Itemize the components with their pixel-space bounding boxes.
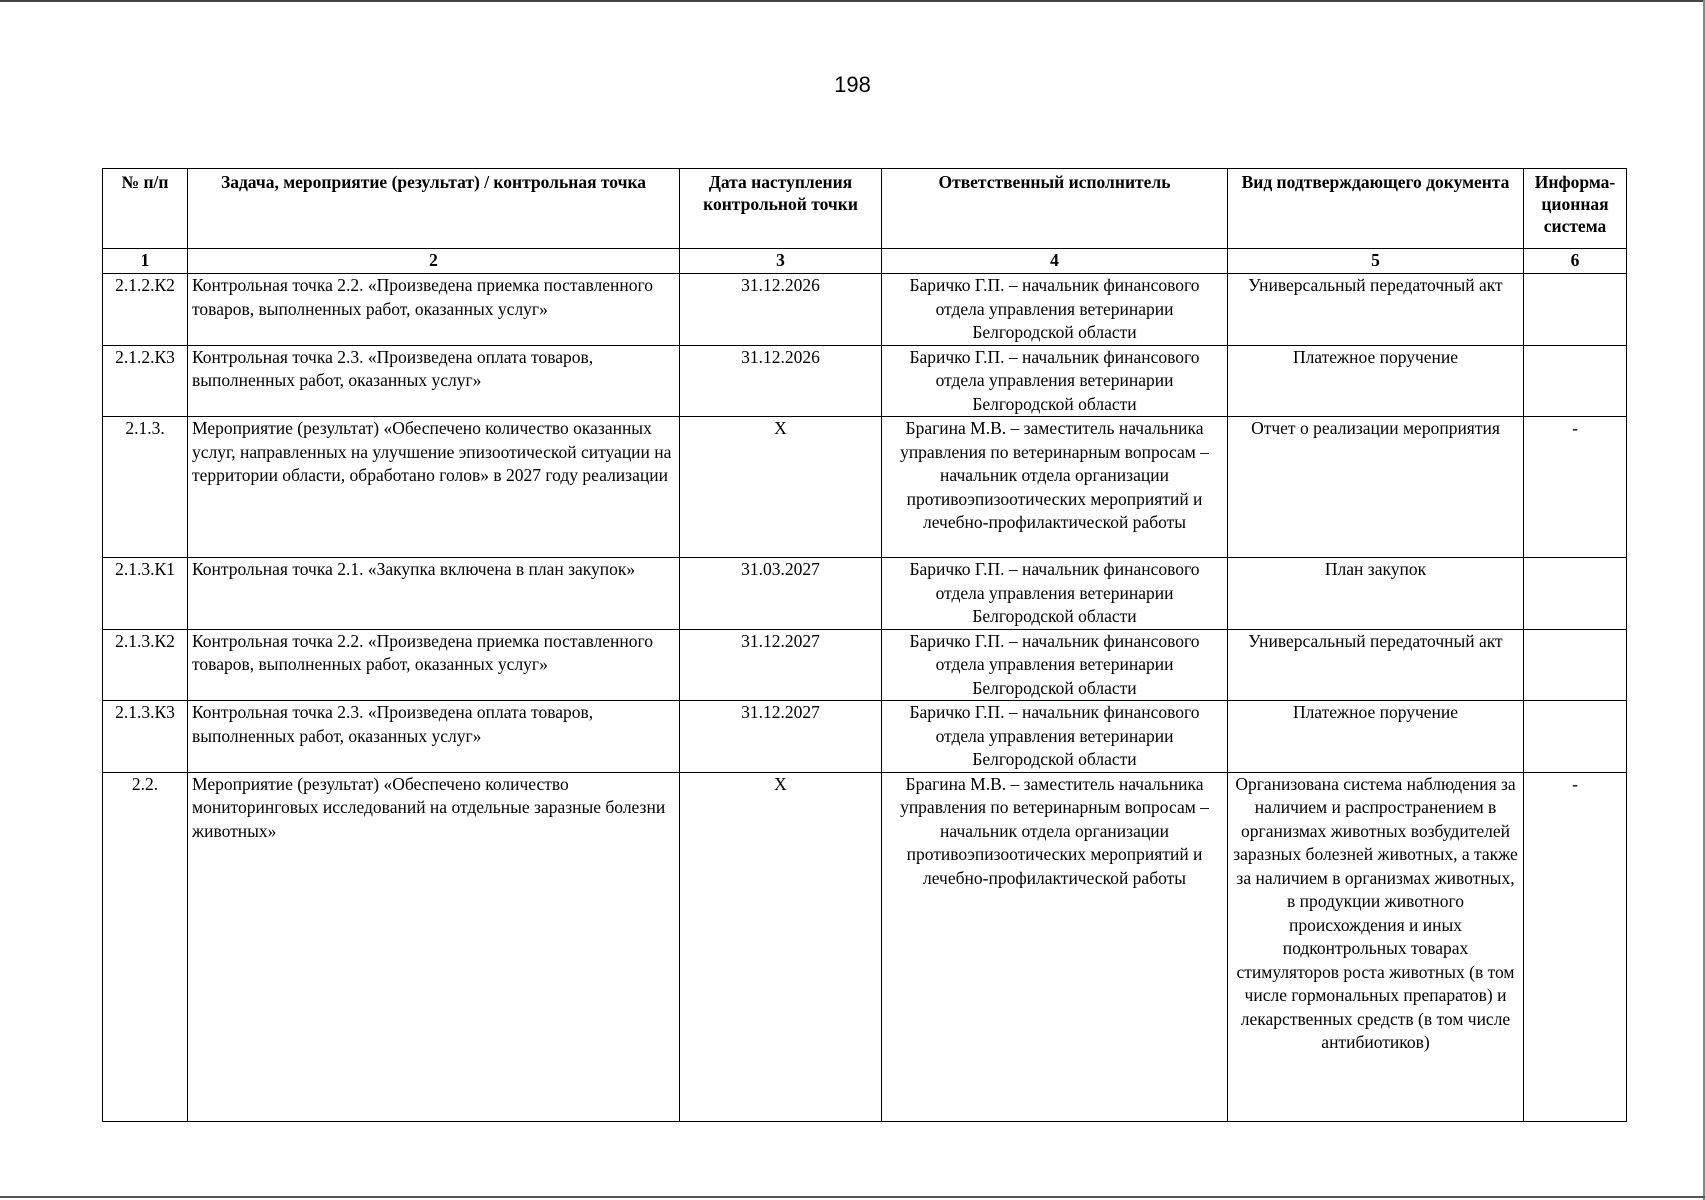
row-number: 2.1.3.К3 <box>103 701 188 773</box>
row-date: 31.12.2026 <box>680 274 882 346</box>
row-document: Платежное поручение <box>1228 701 1524 773</box>
row-number: 2.1.2.К3 <box>103 345 188 417</box>
row-document: Организована система наблюдения за наличием и распространением в организмах животных возбудителей заразных болезней животных, а также за наличием в организмах животных, в продукции животного происхождения и иных подконтрольных товарах стимуляторов роста животных (в том числе гормональных препаратов) и лекарственных средств (в том числе антибиотиков) <box>1228 772 1524 1121</box>
row-date: 31.12.2027 <box>680 629 882 701</box>
column-number: 4 <box>882 249 1228 274</box>
row-number: 2.1.3. <box>103 417 188 558</box>
row-document: Отчет о реализации мероприятия <box>1228 417 1524 558</box>
row-system <box>1524 701 1627 773</box>
row-system <box>1524 274 1627 346</box>
row-number: 2.2. <box>103 772 188 1121</box>
row-document: Универсальный передаточный акт <box>1228 274 1524 346</box>
row-system <box>1524 345 1627 417</box>
row-executor: Баричко Г.П. – начальник финансового отдела управления ветеринарии Белгородской области <box>882 558 1228 630</box>
row-task: Контрольная точка 2.3. «Произведена оплата товаров, выполненных работ, оказанных услуг» <box>188 345 680 417</box>
page-number: 198 <box>834 72 871 97</box>
column-number: 3 <box>680 249 882 274</box>
row-number: 2.1.2.К2 <box>103 274 188 346</box>
row-document: Универсальный передаточный акт <box>1228 629 1524 701</box>
header-system: Информа-ционная система <box>1524 169 1627 249</box>
row-task: Мероприятие (результат) «Обеспечено количество мониторинговых исследований на отдельные заразные болезни животных» <box>188 772 680 1121</box>
scan-edge-bottom <box>0 1196 1705 1198</box>
control-points-table <box>102 168 1627 1122</box>
column-number: 5 <box>1228 249 1524 274</box>
header-date: Дата наступления контрольной точки <box>680 169 882 249</box>
column-number: 2 <box>188 249 680 274</box>
row-task: Контрольная точка 2.1. «Закупка включена в план закупок» <box>188 558 680 630</box>
row-executor: Брагина М.В. – заместитель начальника управления по ветеринарным вопросам – начальник отдела организации противоэпизоотических мероприятий и лечебно-профилактической работы <box>882 417 1228 558</box>
table-row <box>103 345 1627 417</box>
table-row <box>103 772 1627 1121</box>
header-executor: Ответственный исполнитель <box>882 169 1228 249</box>
row-task: Мероприятие (результат) «Обеспечено количество оказанных услуг, направленных на улучшение эпизоотической ситуации на территории области, обработано голов» в 2027 году реализации <box>188 417 680 558</box>
row-number: 2.1.3.К1 <box>103 558 188 630</box>
table-row <box>103 274 1627 346</box>
row-executor: Баричко Г.П. – начальник финансового отдела управления ветеринарии Белгородской области <box>882 274 1228 346</box>
header-document: Вид подтверждающего документа <box>1228 169 1524 249</box>
scan-edge-top <box>0 0 1705 2</box>
row-date: Х <box>680 417 882 558</box>
row-task: Контрольная точка 2.2. «Произведена приемка поставленного товаров, выполненных работ, оказанных услуг» <box>188 274 680 346</box>
row-number: 2.1.3.К2 <box>103 629 188 701</box>
row-date: 31.12.2026 <box>680 345 882 417</box>
row-document: План закупок <box>1228 558 1524 630</box>
row-executor: Баричко Г.П. – начальник финансового отдела управления ветеринарии Белгородской области <box>882 629 1228 701</box>
row-date: Х <box>680 772 882 1121</box>
row-system <box>1524 629 1627 701</box>
row-executor: Баричко Г.П. – начальник финансового отдела управления ветеринарии Белгородской области <box>882 701 1228 773</box>
row-executor: Баричко Г.П. – начальник финансового отдела управления ветеринарии Белгородской области <box>882 345 1228 417</box>
column-number: 1 <box>103 249 188 274</box>
row-system: - <box>1524 772 1627 1121</box>
header-number: № п/п <box>103 169 188 249</box>
table-row <box>103 417 1627 558</box>
table-row <box>103 558 1627 630</box>
row-date: 31.12.2027 <box>680 701 882 773</box>
row-date: 31.03.2027 <box>680 558 882 630</box>
row-system <box>1524 558 1627 630</box>
table-header-row <box>103 169 1627 249</box>
table-row <box>103 701 1627 773</box>
row-executor: Брагина М.В. – заместитель начальника управления по ветеринарным вопросам – начальник отдела организации противоэпизоотических мероприятий и лечебно-профилактической работы <box>882 772 1228 1121</box>
column-numbers-row <box>103 249 1627 274</box>
column-number: 6 <box>1524 249 1627 274</box>
row-task: Контрольная точка 2.2. «Произведена приемка поставленного товаров, выполненных работ, оказанных услуг» <box>188 629 680 701</box>
table-row <box>103 629 1627 701</box>
row-task: Контрольная точка 2.3. «Произведена оплата товаров, выполненных работ, оказанных услуг» <box>188 701 680 773</box>
header-task: Задача, мероприятие (результат) / контрольная точка <box>188 169 680 249</box>
row-document: Платежное поручение <box>1228 345 1524 417</box>
row-system: - <box>1524 417 1627 558</box>
